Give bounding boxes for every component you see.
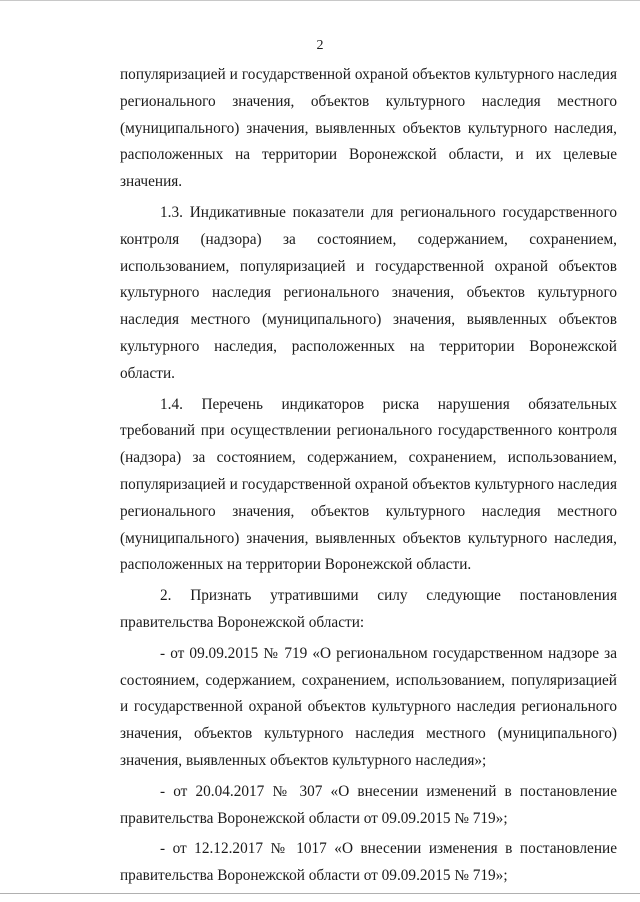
paragraph-item-1-4: 1.4. Перечень индикаторов риска нарушения обязательных требований при осуществлении регионального государственного контроля (надзора) за состоянием, содержанием, сохранением, использованием, популяризацией и государственной охраной объектов культурного наследия регионального значения, объектов культурного наследия местного (муниципального) значения, выявленных объектов культурного наследия, расположенных на территории Воронежской области.	[120, 395, 617, 574]
paragraph-item-1-3: 1.3. Индикативные показатели для регионального государственного контроля (надзора) за состоянием, содержанием, сохранением, использованием, популяризацией и государственной охраной объектов культурного наследия регионального значения, объектов культурного наследия местного (муниципального) значения, выявленных объектов культурного наследия, расположенных на территории Воронежской области.	[120, 203, 617, 382]
page-bottom-edge	[0, 893, 640, 894]
list-item-decree-719: - от 09.09.2015 № 719 «О региональном государственном надзоре за состоянием, содержанием, сохранением, использованием, популяризацией и государственной охраной объектов культурного наследия регионального значения, объектов культурного наследия местного (муниципального) значения, выявленных объектов культурного наследия»;	[120, 644, 617, 769]
page-top-edge	[0, 0, 640, 1]
paragraph-item-2: 2. Признать утратившими силу следующие постановления правительства Воронежской области:	[120, 587, 617, 631]
document-body	[120, 62, 617, 890]
list-item-decree-1017: - от 12.12.2017 № 1017 «О внесении изменения в постановление правительства Воронежской области от 09.09.2015 № 719»;	[120, 840, 617, 885]
page-number: 2	[316, 38, 324, 53]
list-item-decree-307: - от 20.04.2017 № 307 «О внесении изменений в постановление правительства Воронежской области от 09.09.2015 № 719»;	[120, 782, 617, 827]
paragraph-continuation: популяризацией и государственной охраной объектов культурного наследия регионального значения, объектов культурного наследия местного (муниципального) значения, выявленных объектов культурного наследия, расположенных на территории Воронежской области, и их целевые значения.	[120, 66, 617, 191]
